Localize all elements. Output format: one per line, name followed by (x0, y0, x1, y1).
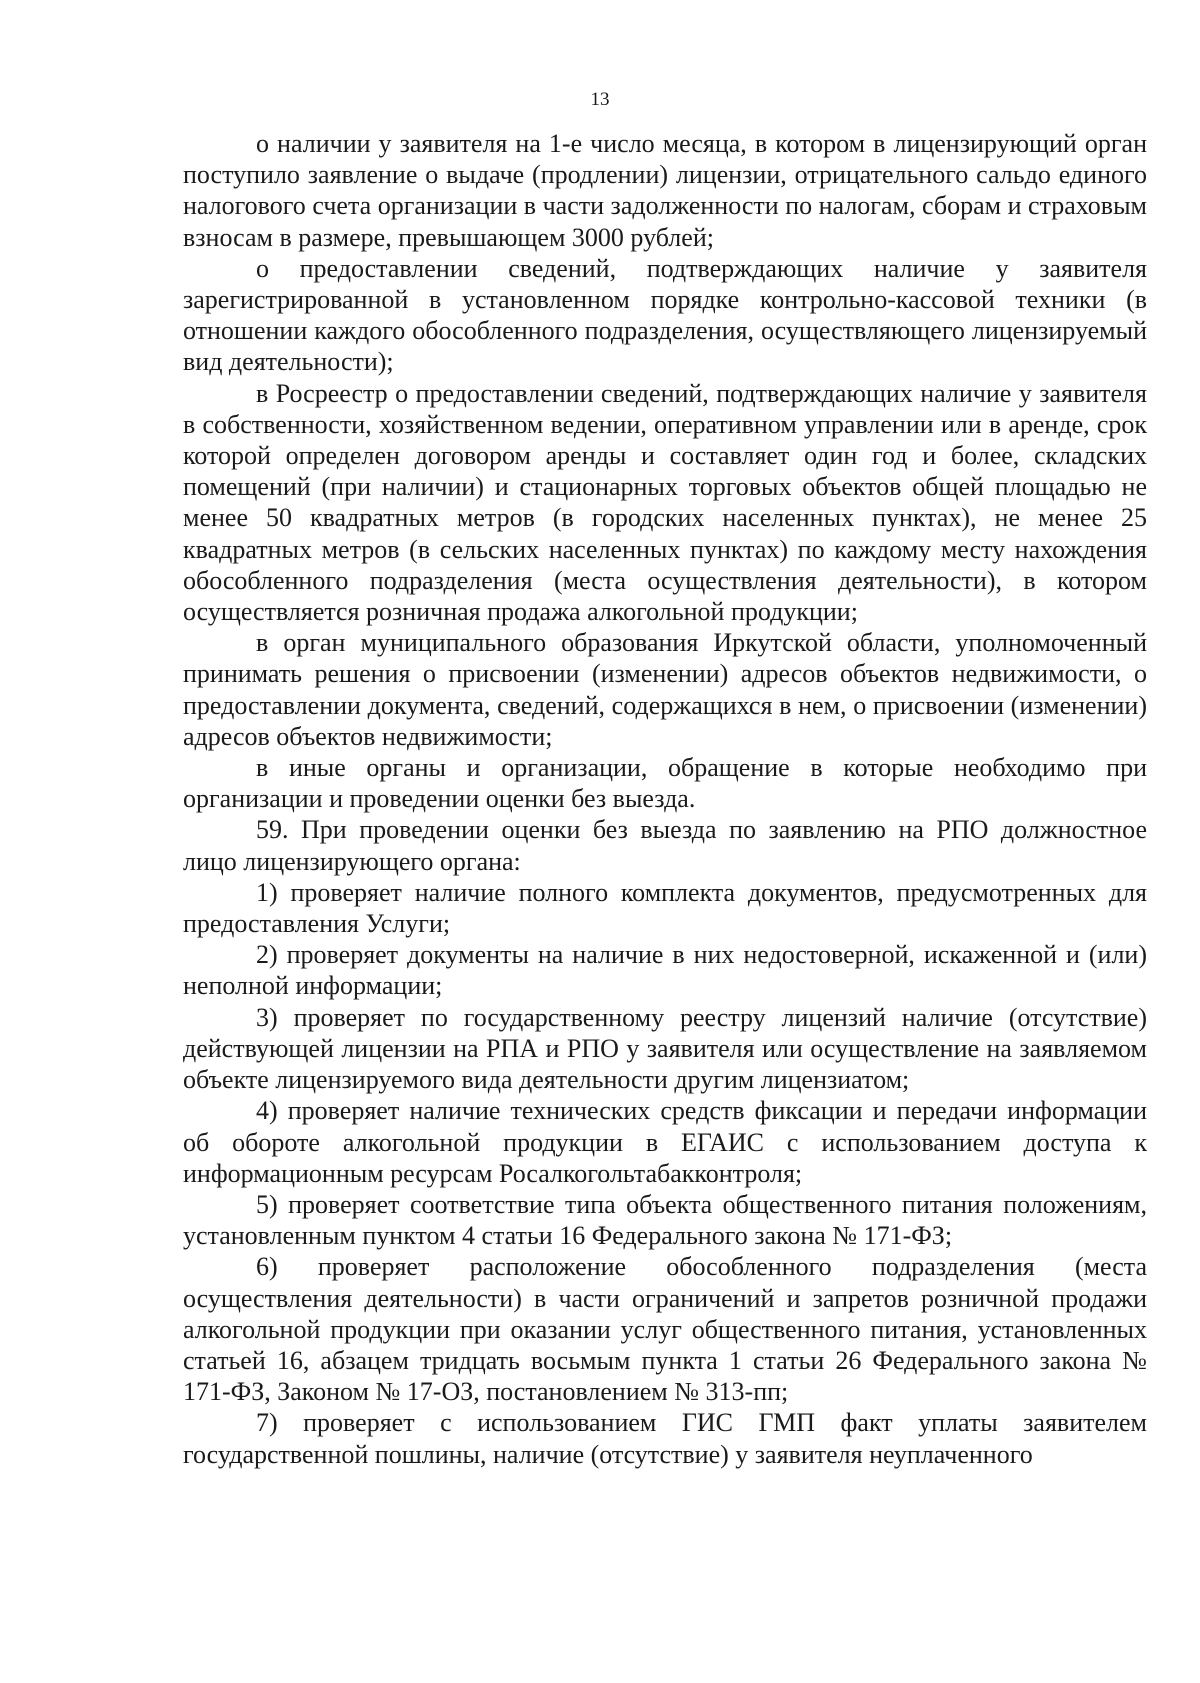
document-body (183, 128, 1147, 1470)
page-number: 13 (590, 89, 610, 110)
paragraph-rosreestr-request: в Росреестр о предоставлении сведений, подтверждающих наличие у заявителя в собственности, хозяйственном ведении, оперативном управлении или в аренде, срок которой определен договором аренды и составляет один год и более, складских помещений (при наличии) и стационарных торговых объектов общей площадью не менее 50 квадратных метров (в городских населенных пунктах), не менее 25 квадратных метров (в сельских населенных пунктах) по каждому месту нахождения обособленного подразделения (места осуществления деятельности), в котором осуществляется розничная продажа алкогольной продукции; (183, 378, 1147, 627)
paragraph-clause-59: 59. При проведении оценки без выезда по заявлению на РПО должностное лицо лицензирующего органа: (183, 815, 1147, 876)
list-item-4: 4) проверяет наличие технических средств фиксации и передачи информации об обороте алкогольной продукции в ЕГАИС с использованием доступа к информационным ресурсам Росалкогольтабакконтроля; (183, 1096, 1147, 1188)
list-item-1: 1) проверяет наличие полного комплекта документов, предусмотренных для предоставления Услуги; (183, 877, 1147, 939)
list-item-6: 6) проверяет расположение обособленного подразделения (места осуществления деятельности) в части ограничений и запретов розничной продажи алкогольной продукции при оказании услуг общественного питания, установленных статьей 16, абзацем тридцать восьмым пункта 1 статьи 26 Федерального закона № 171-ФЗ, Законом № 17-ОЗ, постановлением № 313-пп; (183, 1252, 1147, 1407)
list-item-2: 2) проверяет документы на наличие в них недостоверной, искаженной и (или) неполной информации; (183, 940, 1147, 1001)
paragraph-other-bodies-request: в иные органы и организации, обращение в которые необходимо при организации и проведении оценки без выезда. (183, 753, 1147, 814)
paragraph-tax-debt-request: о наличии у заявителя на 1-е число месяца, в котором в лицензирующий орган поступило заявление о выдаче (продлении) лицензии, отрицательного сальдо единого налогового счета организации в части задолженности по налогам, сборам и страховым взносам в размере, превышающем 3000 рублей; (183, 129, 1147, 252)
paragraph-municipal-request: в орган муниципального образования Иркутской области, уполномоченный принимать решения о присвоении (изменении) адресов объектов недвижимости, о предоставлении документа, сведений, содержащихся в нем, о присвоении (изменении) адресов объектов недвижимости; (183, 628, 1147, 751)
list-item-5: 5) проверяет соответствие типа объекта общественного питания положениям, установленным пунктом 4 статьи 16 Федерального закона № 171-ФЗ; (183, 1189, 1147, 1251)
list-item-3: 3) проверяет по государственному реестру лицензий наличие (отсутствие) действующей лицензии на РПА и РПО у заявителя или осуществление на заявляемом объекте лицензируемого вида деятельности другим лицензиатом; (183, 1002, 1147, 1095)
paragraph-cash-register-request: о предоставлении сведений, подтверждающих наличие у заявителя зарегистрированной в установленном порядке контрольно-кассовой техники (в отношении каждого обособленного подразделения, осуществляющего лицензируемый вид деятельности); (183, 253, 1147, 377)
list-item-7: 7) проверяет с использованием ГИС ГМП факт уплаты заявителем государственной пошлины, наличие (отсутствие) у заявителя неуплаченного (183, 1408, 1147, 1469)
